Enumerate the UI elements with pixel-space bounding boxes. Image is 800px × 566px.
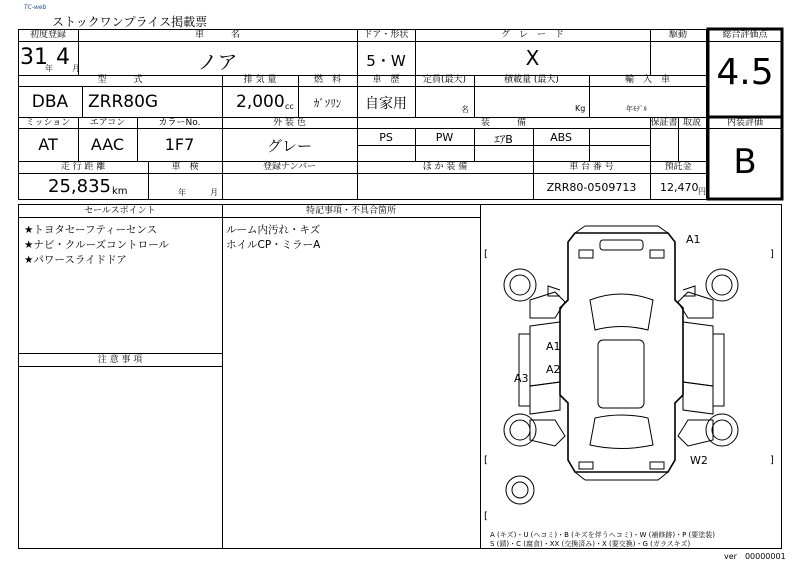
equipment-abs: ABS [550, 131, 572, 144]
notes-item: ホイルCP・ミラーA [226, 239, 321, 251]
damage-mark: A1 [686, 233, 701, 246]
legend-line: S (錆)・C (腐食)・XX (交換済み)・X (要交換)・G (ガラスキズ) [490, 540, 691, 548]
label-first-reg: 初度登録 [29, 30, 66, 40]
car-name: ノア [197, 50, 238, 74]
mission: AT [38, 135, 58, 154]
caution-title: 注 意 事 項 [97, 355, 143, 365]
load-unit: Kg [575, 104, 586, 113]
inspection-year: 年 [178, 188, 186, 197]
first-reg-year-unit: 年 [45, 64, 53, 73]
label-load: 積載量 (最大) [504, 75, 559, 85]
mileage-unit: km [112, 186, 128, 197]
page-title: ストックワンプライス掲載票 [52, 15, 208, 29]
label-color-no: カラーNo. [158, 118, 201, 128]
label-door-shape: ドア・形状 [363, 30, 409, 40]
label-price: 預託金 [664, 162, 692, 172]
mileage: 25,835 [48, 176, 111, 197]
damage-mark: A3 [514, 372, 529, 385]
label-overall-score: 総合評価点 [722, 30, 768, 40]
fuel: ｶﾞｿﾘﾝ [313, 97, 342, 110]
damage-mark: A1 [546, 340, 561, 353]
first-reg-year: 31 [20, 45, 48, 70]
first-reg-month-unit: 月 [72, 64, 80, 73]
label-model-type: 型 式 [97, 75, 143, 85]
grade: X [525, 46, 540, 70]
label-inspection: 車 検 [171, 162, 199, 172]
bracket-open-top: [ [484, 249, 488, 260]
logo: TC-web [24, 4, 47, 11]
version-label: ver 00000001 [724, 552, 786, 561]
inspection-month: 月 [210, 188, 218, 197]
bracket-open-spare: [ [484, 511, 488, 522]
overall-score: 4.5 [716, 52, 774, 93]
price-unit: 円 [698, 187, 706, 196]
label-manual: 取説 [682, 118, 701, 128]
label-history: 車 歴 [372, 75, 400, 85]
aircon: AAC [90, 135, 125, 154]
label-chassis-no: 車 台 番 号 [569, 162, 614, 172]
sales-point-item: ★トヨタセーフティーセンス [24, 224, 158, 236]
label-reg-number: 登録ナンバー [263, 162, 316, 172]
sales-point-item: ★ナビ・クルーズコントロール [24, 239, 169, 251]
label-other-equipment: ほ か 装 備 [422, 162, 468, 172]
label-grade: グ レ ー ド [500, 30, 564, 40]
damage-mark: W2 [690, 454, 708, 467]
door-shape: 5・W [366, 52, 406, 70]
model-code: ZRR80G [88, 92, 159, 112]
label-mission: ミッション [25, 118, 71, 128]
chassis-no: ZRR80-0509713 [546, 181, 637, 194]
legend-line: A (キズ)・U (ヘコミ)・B (キズを伴うヘコミ)・W (補修跡)・P (要塗装) [490, 531, 716, 539]
label-import: 輸 入 車 [624, 75, 670, 85]
label-interior-score: 内装評価 [726, 118, 763, 128]
color-no: 1F7 [164, 135, 195, 154]
model-year-label: 年ﾓﾃﾞﾙ [626, 105, 647, 113]
first-reg-month: 4 [56, 45, 70, 70]
damage-mark: A2 [546, 363, 561, 376]
label-capacity: 定員(最大) [422, 75, 467, 85]
label-mileage: 走 行 距 離 [60, 162, 106, 172]
label-aircon: エアコン [89, 118, 126, 128]
label-displacement: 排 気 量 [243, 75, 277, 85]
equipment-airbag: ｴｱB [494, 133, 513, 146]
bracket-close-bottom: ] [770, 455, 774, 466]
model-prefix: DBA [31, 92, 69, 112]
label-car-name: 車 名 [194, 30, 240, 40]
label-fuel: 燃 料 [313, 75, 341, 85]
displacement: 2,000 [236, 92, 285, 112]
sales-points-title: セールスポイント [84, 206, 156, 216]
interior-score: B [733, 142, 757, 182]
notes-item: ルーム内汚れ・キズ [226, 224, 321, 236]
label-warranty: 保証書 [650, 118, 678, 128]
displacement-unit: cc [285, 102, 294, 111]
price: 12,470 [660, 181, 699, 194]
sales-point-item: ★パワースライドドア [24, 254, 127, 266]
history: 自家用 [365, 96, 407, 112]
notes-title: 特記事項・不具合箇所 [305, 206, 396, 216]
equipment-ps: PS [379, 131, 393, 144]
label-exterior-color: 外 装 色 [273, 118, 306, 128]
label-equipment: 装 備 [480, 118, 526, 128]
bracket-close-top: ] [770, 249, 774, 260]
bracket-open-bottom: [ [484, 455, 488, 466]
equipment-pw: PW [435, 131, 454, 144]
label-drive: 駆動 [668, 30, 687, 40]
exterior-color: グレー [266, 137, 312, 155]
capacity-unit: 名 [461, 105, 469, 114]
